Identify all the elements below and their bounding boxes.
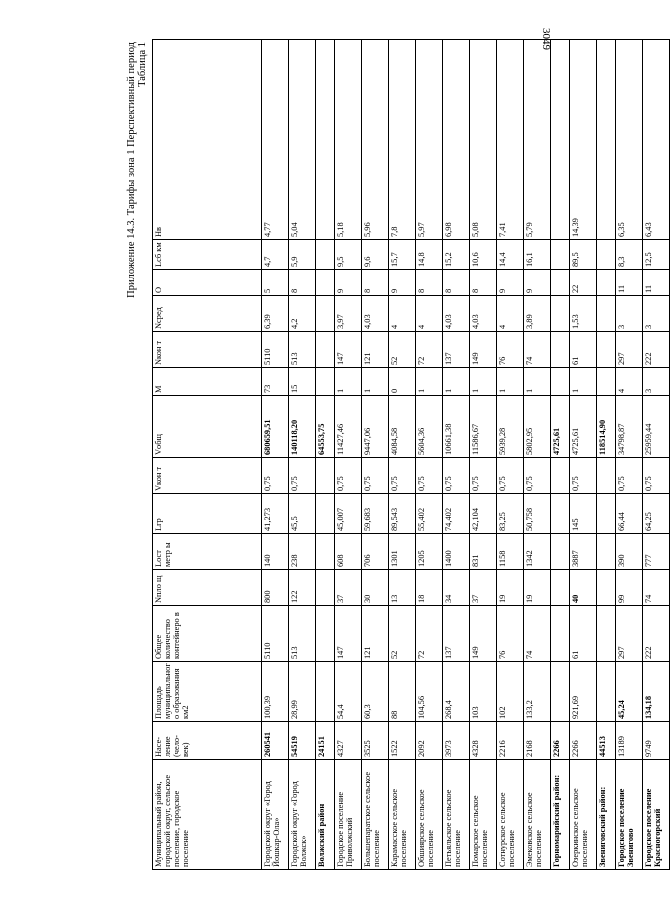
table-cell: 15,7	[389, 240, 416, 270]
table-cell: 513	[289, 332, 316, 368]
table-cell	[316, 296, 335, 332]
table-cell: 11	[616, 270, 643, 296]
appendix-title: Приложение 14.3. Тарифы зона 1 Перспективный период	[126, 42, 137, 298]
table-cell: 5,96	[362, 40, 389, 240]
table-cell: 30	[362, 570, 389, 606]
district-row	[597, 40, 616, 870]
table-cell: 2216	[497, 722, 524, 760]
table-cell: Городское поселение Приволжский	[335, 760, 362, 870]
table-cell: 76	[497, 332, 524, 368]
table-cell: 9	[389, 270, 416, 296]
table-cell	[597, 270, 616, 296]
table-cell: Обшиярское сельское поселение	[416, 760, 443, 870]
table-cell: 52	[389, 332, 416, 368]
table-cell: 3,97	[335, 296, 362, 332]
table-cell: 12,5	[643, 240, 670, 270]
table-cell	[597, 332, 616, 368]
table-cell: Большепаратское сельское поселение	[362, 760, 389, 870]
table-cell: 238	[289, 534, 316, 570]
table-cell: 3	[616, 296, 643, 332]
table-cell: 1342	[524, 534, 551, 570]
table-cell: Звениговский район:	[597, 760, 616, 870]
table-cell: 8	[443, 270, 470, 296]
table-cell: 3	[643, 368, 670, 396]
column-header: Vобщ	[153, 396, 262, 458]
table-cell	[316, 570, 335, 606]
table-cell: 8	[289, 270, 316, 296]
table-cell: 4	[389, 296, 416, 332]
table-cell: Волжский район	[316, 760, 335, 870]
table-cell: 800	[262, 570, 289, 606]
table-cell: 4,03	[362, 296, 389, 332]
column-header: М	[153, 368, 262, 396]
table-cell: 4725,61	[551, 396, 570, 458]
table-cell: 11	[643, 270, 670, 296]
table-cell: 104,56	[416, 662, 443, 722]
table-cell: 28,99	[289, 662, 316, 722]
table-cell	[316, 240, 335, 270]
table-cell: 83,25	[497, 494, 524, 534]
table-cell: 6,98	[443, 40, 470, 240]
column-header: Общее количество контейнеро в	[153, 606, 262, 662]
page-number: 3049	[540, 28, 552, 50]
table-cell: Карамасское сельское поселение	[389, 760, 416, 870]
table-cell: 4,03	[470, 296, 497, 332]
table-cell: 41,273	[262, 494, 289, 534]
table-cell: 6,39	[262, 296, 289, 332]
table-cell: 260541	[262, 722, 289, 760]
table-row	[416, 40, 443, 870]
table-cell	[597, 40, 616, 240]
table-cell: 513	[289, 606, 316, 662]
table-row	[389, 40, 416, 870]
table-cell: 1301	[389, 534, 416, 570]
table-cell: Помарское сельское поселение	[470, 760, 497, 870]
table-cell: 1522	[389, 722, 416, 760]
table-cell: 11586,67	[470, 396, 497, 458]
table-cell: 5,97	[416, 40, 443, 240]
table-cell: 42,104	[470, 494, 497, 534]
table-cell: 9	[524, 270, 551, 296]
table-cell: Горномарийский район:	[551, 760, 570, 870]
column-header: Nсред	[153, 296, 262, 332]
column-header: Vкон т	[153, 458, 262, 494]
table-cell: 2266	[551, 722, 570, 760]
table-row	[524, 40, 551, 870]
table-cell: 122	[289, 570, 316, 606]
table-cell: 0,75	[643, 458, 670, 494]
column-header: Lост метр ы	[153, 534, 262, 570]
table-cell: 0	[389, 368, 416, 396]
table-cell: 147	[335, 332, 362, 368]
table-cell: 3	[643, 296, 670, 332]
header-row	[153, 40, 262, 870]
table-cell: 1	[497, 368, 524, 396]
table-cell	[551, 40, 570, 240]
column-header: О	[153, 270, 262, 296]
table-cell: 66,44	[616, 494, 643, 534]
table-cell: 11427,46	[335, 396, 362, 458]
table-cell: 5,79	[524, 40, 551, 240]
table-cell	[597, 662, 616, 722]
table-cell: 137	[443, 606, 470, 662]
table-cell: 0,75	[289, 458, 316, 494]
table-cell: 34	[443, 570, 470, 606]
table-cell	[597, 494, 616, 534]
table-cell: 0,75	[570, 458, 597, 494]
table-cell: 9447,06	[362, 396, 389, 458]
table-cell: 1	[416, 368, 443, 396]
table-cell: 121	[362, 332, 389, 368]
table-cell: 74	[643, 570, 670, 606]
table-cell: 19	[524, 570, 551, 606]
table-cell: 2168	[524, 722, 551, 760]
table-body	[262, 40, 670, 870]
table-cell	[316, 270, 335, 296]
table-cell: 54519	[289, 722, 316, 760]
rotated-table-container	[126, 40, 670, 870]
table-cell: 222	[643, 606, 670, 662]
table-row	[616, 40, 643, 870]
table-cell: 140	[262, 534, 289, 570]
column-header: Nпло щ	[153, 570, 262, 606]
table-cell: 4	[497, 296, 524, 332]
table-cell: 76	[497, 606, 524, 662]
table-cell: 1	[570, 368, 597, 396]
table-row	[362, 40, 389, 870]
table-cell: 6,43	[643, 40, 670, 240]
table-cell	[551, 662, 570, 722]
table-cell: 0,75	[443, 458, 470, 494]
table-cell: 89,5	[570, 240, 597, 270]
table-cell: Городское поселение Звенигово	[616, 760, 643, 870]
table-cell: 4084,58	[389, 396, 416, 458]
table-cell	[316, 332, 335, 368]
table-row	[335, 40, 362, 870]
table-cell	[551, 534, 570, 570]
table-cell: 149	[470, 606, 497, 662]
table-cell: 5,04	[289, 40, 316, 240]
table-cell: 4328	[470, 722, 497, 760]
table-row	[643, 40, 670, 870]
table-cell: 14,4	[497, 240, 524, 270]
table-cell: 24151	[316, 722, 335, 760]
table-cell: 1	[362, 368, 389, 396]
table-cell: 118514,90	[597, 396, 616, 458]
table-cell: 0,75	[389, 458, 416, 494]
table-cell: 5939,28	[497, 396, 524, 458]
table-cell	[316, 368, 335, 396]
table-cell: 2092	[416, 722, 443, 760]
table-cell: 1	[524, 368, 551, 396]
table-cell	[551, 270, 570, 296]
table-cell: Городское поселение Красногорский	[643, 760, 670, 870]
table-cell: 5,08	[470, 40, 497, 240]
table-cell: 0,75	[524, 458, 551, 494]
table-row	[262, 40, 289, 870]
table-cell: 73	[262, 368, 289, 396]
table-cell	[551, 606, 570, 662]
table-cell: 40	[570, 570, 597, 606]
table-cell: 5604,36	[416, 396, 443, 458]
table-cell: 7,8	[389, 40, 416, 240]
district-row	[316, 40, 335, 870]
table-cell: 1	[470, 368, 497, 396]
table-cell: 608	[335, 534, 362, 570]
table-cell: 61	[570, 332, 597, 368]
table-cell: 13	[389, 570, 416, 606]
table-cell: 103	[470, 662, 497, 722]
table-cell: 297	[616, 606, 643, 662]
table-cell	[316, 494, 335, 534]
table-cell: 0,75	[416, 458, 443, 494]
table-cell: 8	[470, 270, 497, 296]
table-cell: 64553,75	[316, 396, 335, 458]
table-cell: 133,2	[524, 662, 551, 722]
table-cell: 140118,20	[289, 396, 316, 458]
column-header: Lсб км	[153, 240, 262, 270]
table-cell: 9	[497, 270, 524, 296]
table-cell: 145	[570, 494, 597, 534]
table-cell: 831	[470, 534, 497, 570]
table-cell: 9	[335, 270, 362, 296]
table-cell: 55,402	[416, 494, 443, 534]
table-cell: 9,6	[362, 240, 389, 270]
table-cell: Эмековское сельское поселение	[524, 760, 551, 870]
column-header: Нв	[153, 40, 262, 240]
table-cell: 4	[416, 296, 443, 332]
table-cell: 121	[362, 606, 389, 662]
table-cell: Городской округ «Город Волжск»	[289, 760, 316, 870]
table-cell: 15,2	[443, 240, 470, 270]
table-cell: 4,7	[262, 240, 289, 270]
table-cell: 0,75	[497, 458, 524, 494]
table-cell: 102	[497, 662, 524, 722]
district-row	[551, 40, 570, 870]
table-cell: 0,75	[616, 458, 643, 494]
table-cell: 100,39	[262, 662, 289, 722]
table-cell	[551, 332, 570, 368]
column-header: Площадь муниципальног о образования км2	[153, 662, 262, 722]
table-cell: 8,3	[616, 240, 643, 270]
table-cell: 45,5	[289, 494, 316, 534]
table-cell: Сотнурское сельское поселение	[497, 760, 524, 870]
table-cell: 0,75	[262, 458, 289, 494]
table-cell: 14,39	[570, 40, 597, 240]
table-cell: 0,75	[470, 458, 497, 494]
table-cell: 9749	[643, 722, 670, 760]
column-header: Lгр	[153, 494, 262, 534]
table-cell: Петьяльское сельское поселение	[443, 760, 470, 870]
table-cell: 8	[362, 270, 389, 296]
table-cell: 54,4	[335, 662, 362, 722]
table-cell: 5,18	[335, 40, 362, 240]
table-cell: 25959,44	[643, 396, 670, 458]
table-cell: 88	[389, 662, 416, 722]
table-cell: 10661,38	[443, 396, 470, 458]
table-cell: 1205	[416, 534, 443, 570]
table-cell: 10,6	[470, 240, 497, 270]
table-row	[497, 40, 524, 870]
table-cell: Городской округ «Город Йошкар-Ола»	[262, 760, 289, 870]
table-cell: 3973	[443, 722, 470, 760]
column-header: Муниципальный район, городской округ, сельское поселение, городское поселение	[153, 760, 262, 870]
table-cell: 3887	[570, 534, 597, 570]
table-cell: 1	[443, 368, 470, 396]
table-cell: 13189	[616, 722, 643, 760]
table-cell: 0,75	[362, 458, 389, 494]
table-cell: 4,77	[262, 40, 289, 240]
tariff-table	[152, 39, 670, 870]
table-cell: 777	[643, 534, 670, 570]
table-row	[289, 40, 316, 870]
table-cell: 37	[335, 570, 362, 606]
table-cell	[316, 662, 335, 722]
table-cell	[551, 570, 570, 606]
table-cell: 921,69	[570, 662, 597, 722]
table-cell: 222	[643, 332, 670, 368]
table-cell: 5802,95	[524, 396, 551, 458]
table-row	[443, 40, 470, 870]
table-cell: 4	[616, 368, 643, 396]
table-cell: 50,758	[524, 494, 551, 534]
table-cell: 680659,51	[262, 396, 289, 458]
table-cell: 19	[497, 570, 524, 606]
table-row	[570, 40, 597, 870]
table-row	[470, 40, 497, 870]
table-cell	[597, 606, 616, 662]
table-cell: 8	[416, 270, 443, 296]
table-cell: 15	[289, 368, 316, 396]
table-cell: 5110	[262, 606, 289, 662]
table-cell: 268,4	[443, 662, 470, 722]
table-cell	[597, 240, 616, 270]
table-cell: 0,75	[335, 458, 362, 494]
table-cell: 706	[362, 534, 389, 570]
table-cell	[551, 296, 570, 332]
table-cell: 3525	[362, 722, 389, 760]
table-cell: 72	[416, 332, 443, 368]
table-cell: 7,41	[497, 40, 524, 240]
table-heading	[126, 40, 152, 870]
table-cell: 74	[524, 606, 551, 662]
table-cell	[597, 534, 616, 570]
table-cell: Озеркинское сельское поселение	[570, 760, 597, 870]
table-cell: 45,24	[616, 662, 643, 722]
table-cell	[597, 458, 616, 494]
table-cell	[551, 458, 570, 494]
table-cell	[316, 534, 335, 570]
table-cell: 18	[416, 570, 443, 606]
column-header: Nкон т	[153, 332, 262, 368]
table-cell: 4,2	[289, 296, 316, 332]
column-header: Насе-ление (чело-век)	[153, 722, 262, 760]
table-cell: 74	[524, 332, 551, 368]
table-cell: 99	[616, 570, 643, 606]
table-cell	[597, 570, 616, 606]
table-cell: 59,683	[362, 494, 389, 534]
table-cell: 5	[262, 270, 289, 296]
table-cell: 61	[570, 606, 597, 662]
table-cell: 74,402	[443, 494, 470, 534]
table-cell: 6,35	[616, 40, 643, 240]
table-cell: 5110	[262, 332, 289, 368]
table-cell	[316, 606, 335, 662]
table-cell: 4725,61	[570, 396, 597, 458]
table-cell: 37	[470, 570, 497, 606]
table-cell: 16,1	[524, 240, 551, 270]
table-cell: 2266	[570, 722, 597, 760]
table-cell	[597, 296, 616, 332]
table-cell: 14,8	[416, 240, 443, 270]
table-cell: 1,53	[570, 296, 597, 332]
table-cell	[551, 368, 570, 396]
table-cell	[597, 368, 616, 396]
table-cell	[551, 494, 570, 534]
table-cell	[551, 240, 570, 270]
table-cell: 297	[616, 332, 643, 368]
table-cell: 89,543	[389, 494, 416, 534]
table-cell: 147	[335, 606, 362, 662]
table-cell: 45,007	[335, 494, 362, 534]
table-cell: 44513	[597, 722, 616, 760]
table-cell: 4327	[335, 722, 362, 760]
table-cell: 60,3	[362, 662, 389, 722]
table-cell: 3,89	[524, 296, 551, 332]
table-cell: 4,03	[443, 296, 470, 332]
table-cell: 1	[335, 368, 362, 396]
table-cell: 5,9	[289, 240, 316, 270]
table-cell: 64,25	[643, 494, 670, 534]
table-cell: 72	[416, 606, 443, 662]
table-cell: 34798,87	[616, 396, 643, 458]
table-cell: 1400	[443, 534, 470, 570]
table-label: Таблица 1	[137, 42, 148, 87]
table-cell: 22	[570, 270, 597, 296]
table-cell: 134,18	[643, 662, 670, 722]
table-cell: 149	[470, 332, 497, 368]
table-cell: 137	[443, 332, 470, 368]
table-cell	[316, 458, 335, 494]
table-cell: 390	[616, 534, 643, 570]
table-cell	[316, 40, 335, 240]
table-cell: 52	[389, 606, 416, 662]
table-cell: 9,5	[335, 240, 362, 270]
table-cell: 1158	[497, 534, 524, 570]
